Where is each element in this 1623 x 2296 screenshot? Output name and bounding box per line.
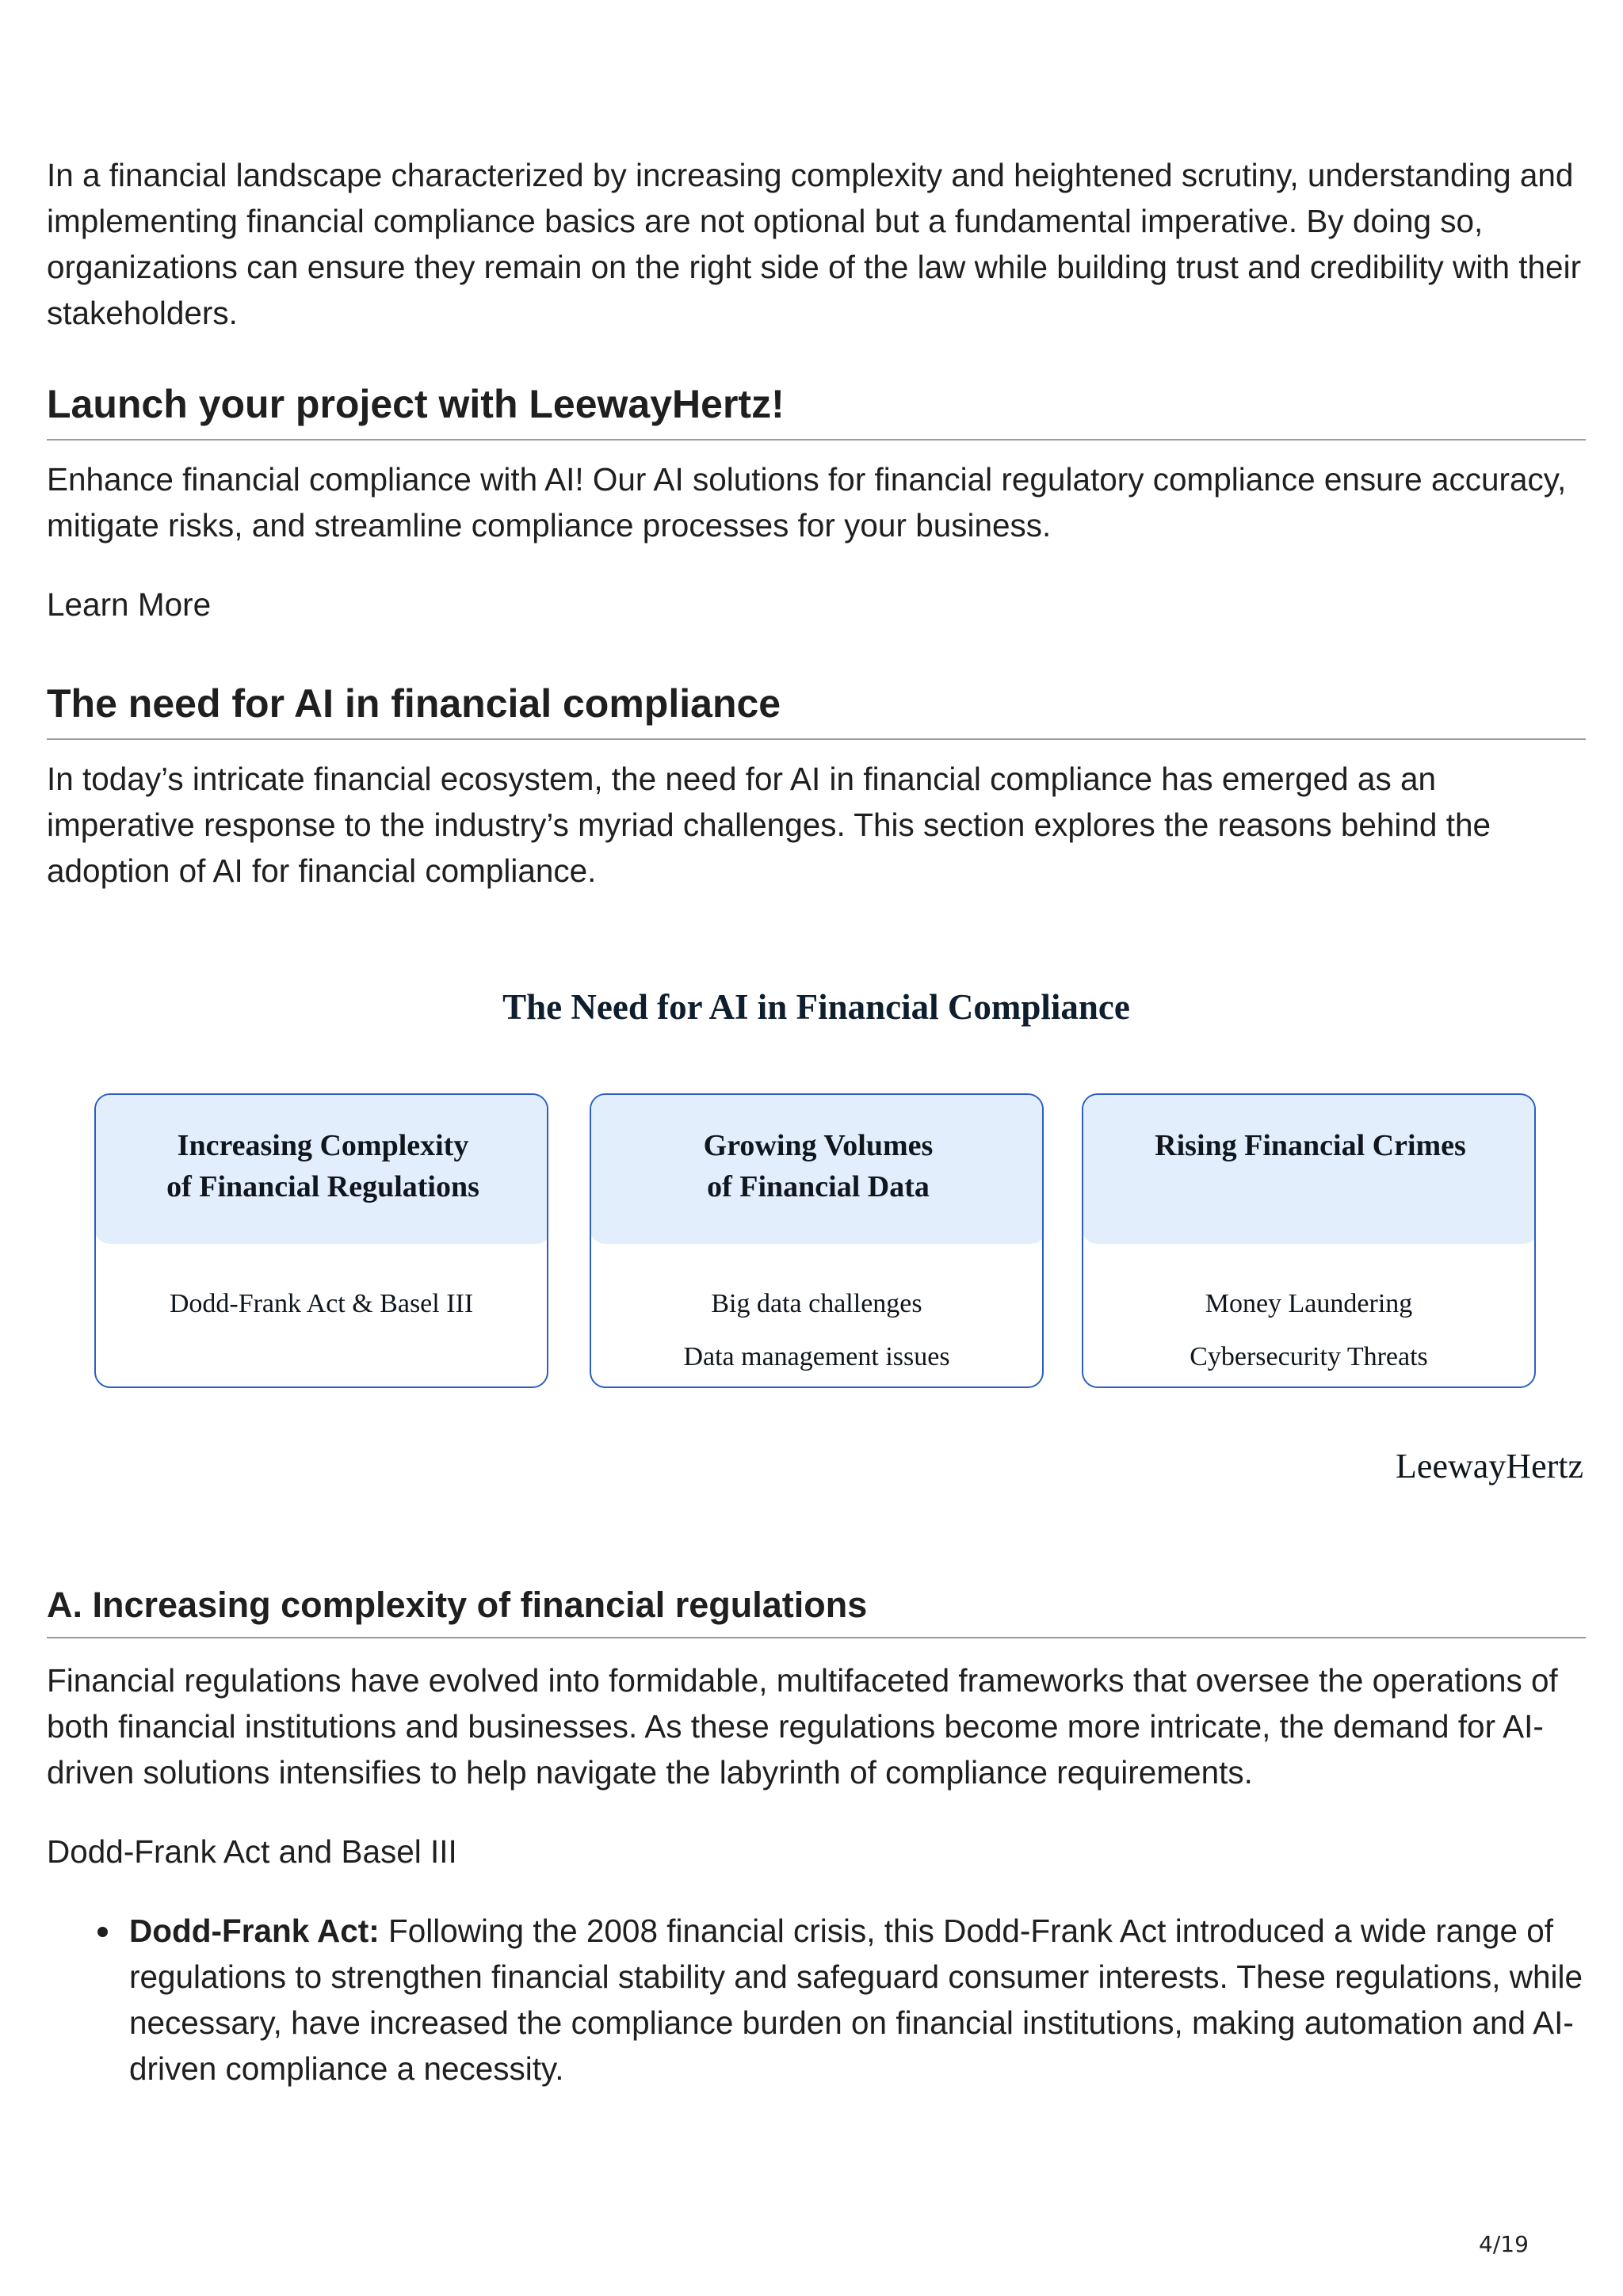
section-a-paragraph: Financial regulations have evolved into formidable, multifaceted frameworks that oversee the operations of both financial institutions and businesses. As these regulations become more intricate, the demand for AI-driven solutions intensifies to help navigate the labyrinth of compliance requirements. [47, 1662, 1558, 1791]
card-items [1083, 1277, 1534, 1383]
card-items [591, 1277, 1042, 1383]
card-crimes [1082, 1093, 1536, 1388]
infographic-title: The Need for AI in Financial Compliance [502, 987, 1130, 1027]
card-item: Cybersecurity Threats [1190, 1342, 1428, 1371]
section-a [47, 1583, 1586, 2092]
card-item: Money Laundering [1205, 1289, 1413, 1318]
intro-paragraph: In a financial landscape characterized by increasing complexity and heightened scrutiny, understanding and implementing financial compliance basics are not optional but a fundamental imperative. By doing so, organizations can ensure they remain on the right side of the law while building trust and credibility with their stakeholders. [47, 157, 1582, 331]
learn-more-link[interactable]: Learn More [47, 586, 212, 623]
card-regulations [94, 1093, 548, 1388]
card-item: Data management issues [683, 1342, 950, 1371]
list-item [129, 1908, 1586, 2092]
card-item: Dodd-Frank Act & Basel III [169, 1289, 474, 1318]
page-number: 4/19 [1479, 2231, 1529, 2257]
need-paragraph: In today’s intricate financial ecosystem, the need for AI in financial compliance has emerged as an imperative response to the industry’s myriad challenges. This section explores the reasons behind the adoption of AI for financial compliance. [47, 761, 1491, 889]
bullet-icon [97, 1927, 108, 1937]
card-title: Growing Volumes of Financial Data [703, 1129, 934, 1203]
card-data [590, 1093, 1044, 1388]
brand-logo: LeewayHertz [1396, 1447, 1583, 1486]
card-title: Increasing Complexity of Financial Regulations [166, 1129, 479, 1203]
intro-section [47, 152, 1586, 336]
card-header [1082, 1093, 1536, 1244]
infographic [47, 947, 1586, 1517]
card-item: Big data challenges [711, 1289, 922, 1318]
need-section [47, 680, 1586, 894]
bullet-list [47, 1908, 1586, 2092]
launch-section [47, 380, 1586, 627]
launch-heading: Launch your project with LeewayHertz! [47, 380, 1586, 441]
section-a-subtitle: Dodd-Frank Act and Basel III [47, 1833, 457, 1870]
bullet-label: Dodd-Frank Act: [129, 1913, 380, 1949]
card-header [590, 1093, 1044, 1244]
need-heading: The need for AI in financial compliance [47, 680, 1586, 740]
card-items [96, 1277, 547, 1330]
card-title: Rising Financial Crimes [1155, 1129, 1466, 1162]
bullet-text: Following the 2008 financial crisis, this Dodd-Frank Act introduced a wide range of regulations to strengthen financial stability and safeguard consumer interests. These regulations, while necessary, have increased the compliance burden on financial institutions, making automation and AI-driven compliance a necessity. [129, 1913, 1583, 2087]
card-header [94, 1093, 548, 1244]
section-a-heading: A. Increasing complexity of financial regulations [47, 1583, 1586, 1638]
launch-paragraph: Enhance financial compliance with AI! Our AI solutions for financial regulatory compliance ensure accuracy, mitigate risks, and streamline compliance processes for your business. [47, 461, 1567, 543]
